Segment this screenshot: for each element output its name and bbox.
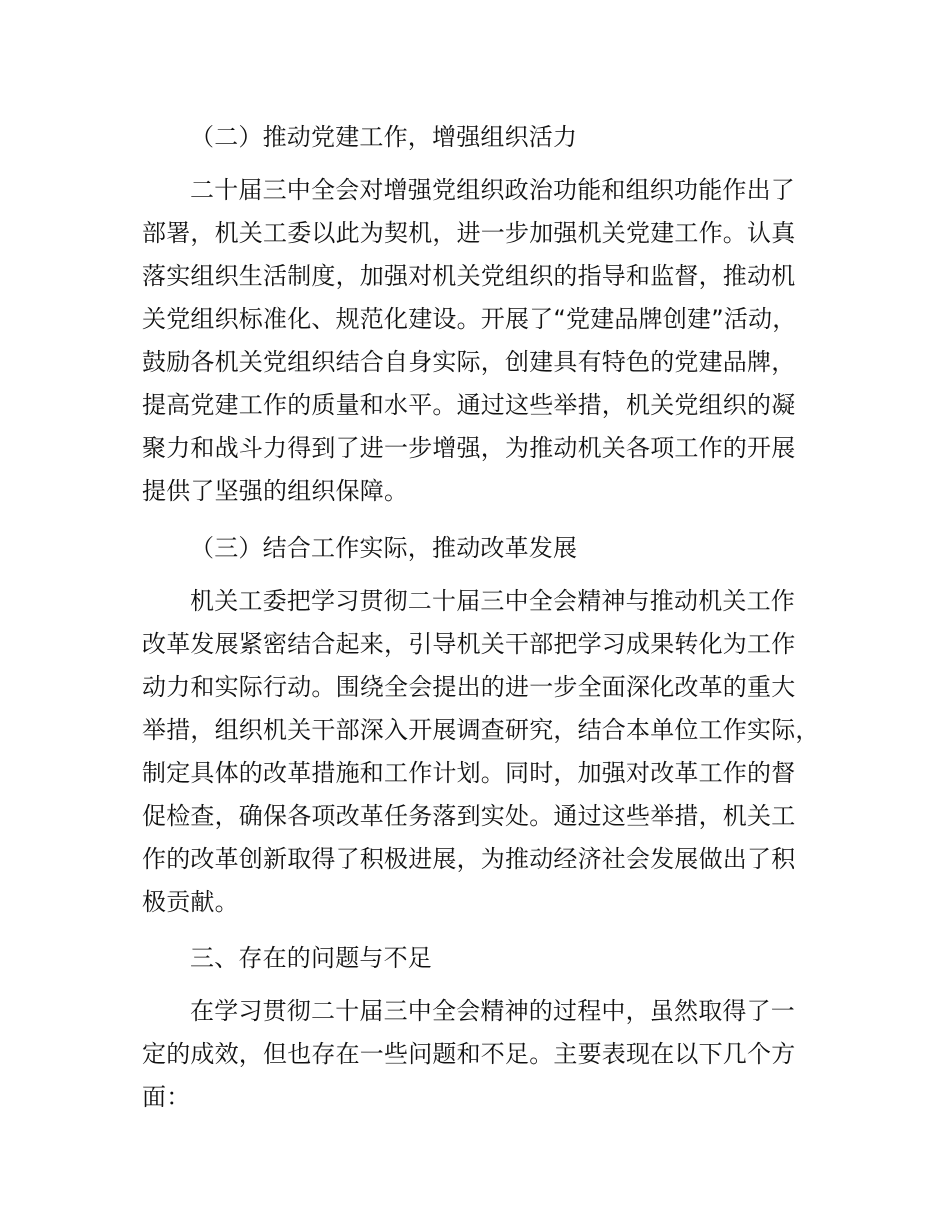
paragraph-line: 举措，组织机关干部深入开展调查研究，结合本单位工作实际， <box>142 716 820 744</box>
paragraph-line: 聚力和战斗力得到了进一步增强，为推动机关各项工作的开展 <box>142 434 796 462</box>
paragraph-line: 定的成效，但也存在一些问题和不足。主要表现在以下几个方 <box>142 1040 796 1068</box>
paragraph-line: 鼓励各机关党组织结合自身实际，创建具有特色的党建品牌， <box>142 348 796 376</box>
paragraph-line: 面： <box>142 1083 191 1111</box>
section-heading: （三）结合工作实际，推动改革发展 <box>190 534 578 562</box>
paragraph-line: 关党组织标准化、规范化建设。开展了“党建品牌创建”活动， <box>142 305 797 333</box>
paragraph-line: 极贡献。 <box>142 888 239 916</box>
paragraph-line: 提高党建工作的质量和水平。通过这些举措，机关党组织的凝 <box>142 391 796 419</box>
section-heading: （二）推动党建工作，增强组织活力 <box>190 123 578 151</box>
paragraph-line: 机关工委把学习贯彻二十届三中全会精神与推动机关工作 <box>190 587 795 615</box>
paragraph-line: 改革发展紧密结合起来，引导机关干部把学习成果转化为工作 <box>142 630 796 658</box>
paragraph-line: 落实组织生活制度，加强对机关党组织的指导和监督，推动机 <box>142 262 796 290</box>
paragraph-line: 制定具体的改革措施和工作计划。同时，加强对改革工作的督 <box>142 759 796 787</box>
paragraph-line: 部署，机关工委以此为契机，进一步加强机关党建工作。认真 <box>142 219 796 247</box>
paragraph-line: 作的改革创新取得了积极进展，为推动经济社会发展做出了积 <box>142 845 796 873</box>
paragraph-line: 二十届三中全会对增强党组织政治功能和组织功能作出了 <box>190 176 795 204</box>
part-heading: 三、存在的问题与不足 <box>190 944 432 972</box>
paragraph-line: 动力和实际行动。围绕全会提出的进一步全面深化改革的重大 <box>142 673 796 701</box>
paragraph-line: 在学习贯彻二十届三中全会精神的过程中，虽然取得了一 <box>190 997 795 1025</box>
paragraph-line: 促检查，确保各项改革任务落到实处。通过这些举措，机关工 <box>142 802 796 830</box>
paragraph-line: 提供了坚强的组织保障。 <box>142 477 409 505</box>
